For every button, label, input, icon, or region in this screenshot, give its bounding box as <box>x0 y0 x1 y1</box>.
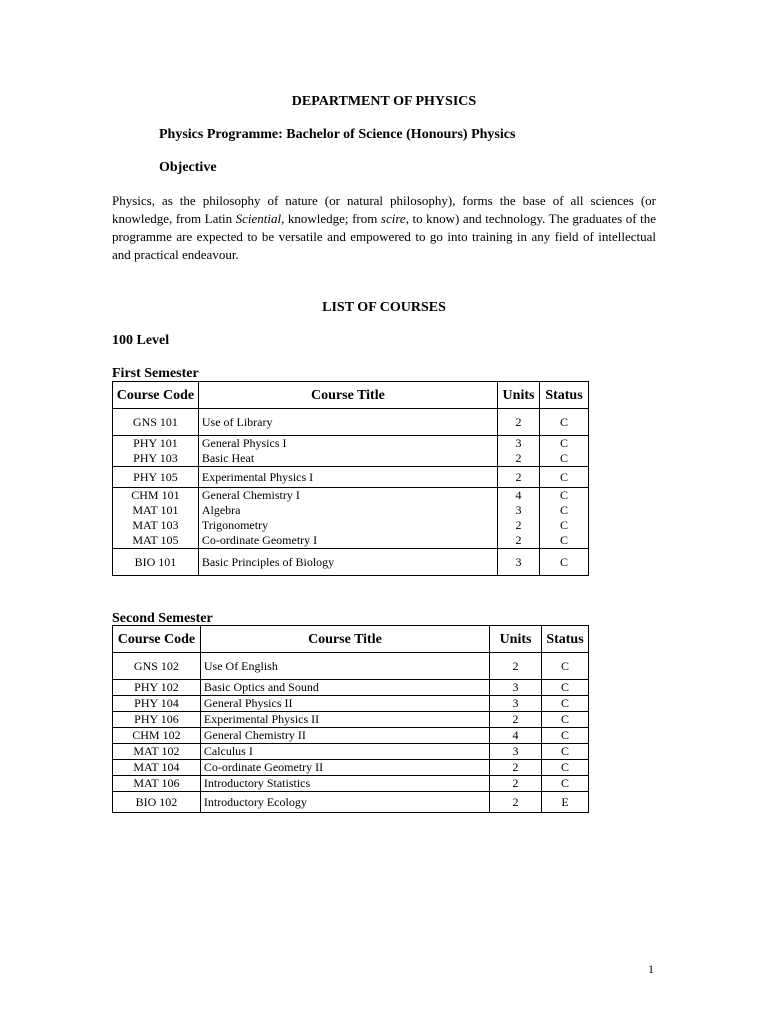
course-status: C <box>541 776 588 792</box>
course-code: PHY 106 <box>113 712 201 728</box>
course-code: PHY 103 <box>113 451 199 467</box>
list-of-courses-heading: LIST OF COURSES <box>322 300 446 315</box>
objective-paragraph <box>112 192 656 264</box>
column-header-title: Course Title <box>200 626 489 653</box>
course-code: MAT 106 <box>113 776 201 792</box>
course-title: Basic Optics and Sound <box>200 680 489 696</box>
department-title: DEPARTMENT OF PHYSICS <box>291 94 477 109</box>
course-status: C <box>540 533 589 549</box>
course-code: PHY 104 <box>113 696 201 712</box>
course-title: Experimental Physics II <box>200 712 489 728</box>
table-row <box>113 792 589 813</box>
table-row <box>113 436 589 452</box>
second-semester-heading: Second Semester <box>112 611 213 626</box>
level-heading: 100 Level <box>112 333 170 348</box>
course-status: C <box>541 680 588 696</box>
table-row <box>113 409 589 436</box>
course-title: General Chemistry I <box>198 488 497 504</box>
course-units: 2 <box>490 760 542 776</box>
course-title: Introductory Statistics <box>200 776 489 792</box>
course-status: C <box>540 549 589 576</box>
course-units: 4 <box>490 728 542 744</box>
course-status: C <box>540 488 589 504</box>
course-units: 2 <box>490 653 542 680</box>
column-header-title: Course Title <box>198 382 497 409</box>
objective-heading: Objective <box>159 160 217 175</box>
course-title: Basic Heat <box>198 451 497 467</box>
course-status: C <box>541 728 588 744</box>
table-row <box>113 712 589 728</box>
table-row <box>113 451 589 467</box>
course-code: MAT 103 <box>113 518 199 533</box>
table-row <box>113 728 589 744</box>
course-units: 3 <box>490 680 542 696</box>
table-row <box>113 744 589 760</box>
course-status: C <box>541 696 588 712</box>
course-status: C <box>540 503 589 518</box>
course-code: BIO 101 <box>113 549 199 576</box>
column-header-units: Units <box>498 382 540 409</box>
course-code: MAT 105 <box>113 533 199 549</box>
course-units: 2 <box>490 712 542 728</box>
course-units: 2 <box>498 451 540 467</box>
course-status: C <box>540 518 589 533</box>
course-status: C <box>540 451 589 467</box>
course-units: 2 <box>498 533 540 549</box>
table-row <box>113 776 589 792</box>
course-title: Algebra <box>198 503 497 518</box>
course-status: C <box>540 436 589 452</box>
column-header-units: Units <box>490 626 542 653</box>
course-units: 2 <box>498 467 540 488</box>
course-units: 2 <box>490 776 542 792</box>
course-code: CHM 101 <box>113 488 199 504</box>
table-header-row <box>113 626 589 653</box>
table-row <box>113 488 589 504</box>
course-code: MAT 104 <box>113 760 201 776</box>
course-code: GNS 102 <box>113 653 201 680</box>
table-row <box>113 549 589 576</box>
course-code: PHY 105 <box>113 467 199 488</box>
course-title: Introductory Ecology <box>200 792 489 813</box>
objective-italic-1: Sciential <box>235 211 282 226</box>
objective-text-3: , to know) and technology. The graduates of the programme are expected to be versatile and empowered to go into training in any field of intellectual and practical endeavour. <box>112 211 657 262</box>
course-status: C <box>540 409 589 436</box>
course-title: Use Of English <box>200 653 489 680</box>
course-title: Use of Library <box>198 409 497 436</box>
column-header-status: Status <box>541 626 588 653</box>
page-number: 1 <box>648 962 654 976</box>
course-status: C <box>541 760 588 776</box>
course-code: CHM 102 <box>113 728 201 744</box>
table-row <box>113 696 589 712</box>
course-code: MAT 102 <box>113 744 201 760</box>
course-title: Calculus I <box>200 744 489 760</box>
course-code: PHY 102 <box>113 680 201 696</box>
course-code: BIO 102 <box>113 792 201 813</box>
course-units: 2 <box>490 792 542 813</box>
course-units: 2 <box>498 409 540 436</box>
course-title: General Chemistry II <box>200 728 489 744</box>
course-status: C <box>540 467 589 488</box>
course-units: 3 <box>498 503 540 518</box>
table-row <box>113 533 589 549</box>
course-code: GNS 101 <box>113 409 199 436</box>
course-title: Co-ordinate Geometry I <box>198 533 497 549</box>
course-units: 3 <box>490 744 542 760</box>
table-row <box>113 680 589 696</box>
table-header-row <box>113 382 589 409</box>
course-status: E <box>541 792 588 813</box>
first-semester-heading: First Semester <box>112 366 199 381</box>
objective-text-2: , knowledge; from <box>281 211 381 226</box>
objective-text-1: Physics, as the philosophy of nature (or natural philosophy), forms the base of all sciences (or knowledge, from Latin <box>112 193 656 226</box>
course-code: PHY 101 <box>113 436 199 452</box>
course-status: C <box>541 712 588 728</box>
second-semester-table <box>112 625 589 813</box>
column-header-code: Course Code <box>113 626 201 653</box>
table-row <box>113 760 589 776</box>
course-units: 4 <box>498 488 540 504</box>
table-row <box>113 518 589 533</box>
course-units: 3 <box>498 549 540 576</box>
first-semester-table <box>112 381 589 576</box>
objective-italic-2: scire <box>380 211 406 226</box>
course-units: 3 <box>490 696 542 712</box>
course-title: Experimental Physics I <box>198 467 497 488</box>
column-header-status: Status <box>540 382 589 409</box>
table-row <box>113 467 589 488</box>
course-title: General Physics I <box>198 436 497 452</box>
course-status: C <box>541 744 588 760</box>
course-title: Co-ordinate Geometry II <box>200 760 489 776</box>
course-title: General Physics II <box>200 696 489 712</box>
course-units: 3 <box>498 436 540 452</box>
table-row <box>113 653 589 680</box>
column-header-code: Course Code <box>113 382 199 409</box>
course-status: C <box>541 653 588 680</box>
course-units: 2 <box>498 518 540 533</box>
programme-title: Physics Programme: Bachelor of Science (Honours) Physics <box>159 127 516 142</box>
course-code: MAT 101 <box>113 503 199 518</box>
course-title: Basic Principles of Biology <box>198 549 497 576</box>
table-row <box>113 503 589 518</box>
course-title: Trigonometry <box>198 518 497 533</box>
